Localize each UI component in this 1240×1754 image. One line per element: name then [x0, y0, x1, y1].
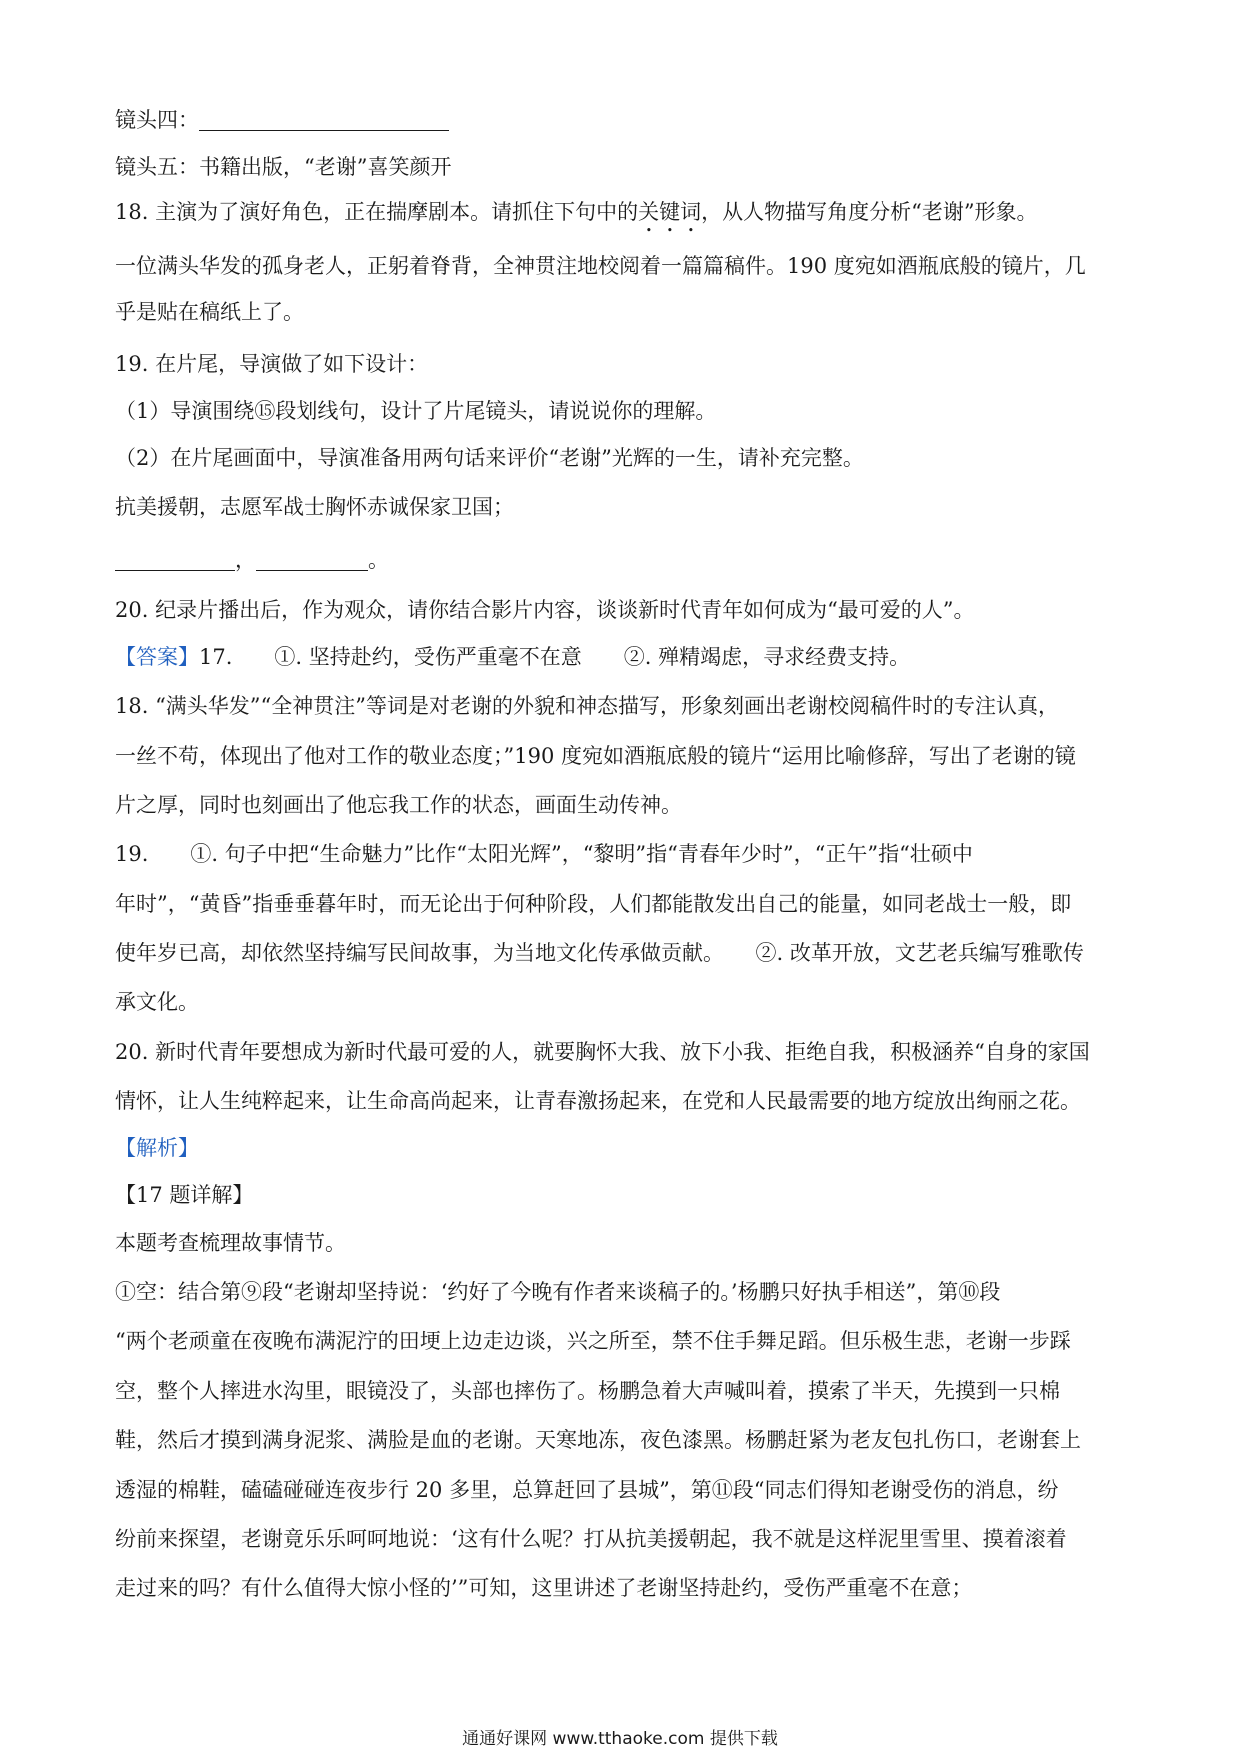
question-18	[115, 198, 1130, 237]
answer-18-line-3: 片之厚，同时也刻画出了他忘我工作的状态，画面生动传神。	[115, 793, 682, 817]
detail-17-heading: 【17 题详解】	[115, 1183, 254, 1207]
answer-20-line-2: 情怀，让人生纯粹起来，让生命高尚起来，让青春激扬起来，在党和人民最需要的地方绽放出绚丽之花。	[115, 1089, 1081, 1113]
answer-19-line-3: 使年岁已高，却依然坚持编写民间故事，为当地文化传承做贡献。 ②. 改革开放，文艺老兵编写雅歌传	[115, 941, 1084, 965]
detail-17-line-6: 纷前来探望，老谢竟乐乐呵呵地说：‘这有什么呢？打从抗美援朝起，我不就是这样泥里雪里、摸着滚着	[115, 1527, 1067, 1551]
q19-part-2-line-a: 抗美援朝，志愿军战士胸怀赤诚保家卫国；	[115, 495, 514, 519]
q18-emphasis: 关键词	[638, 200, 702, 224]
q19-part-2-blanks	[115, 546, 1130, 574]
page-footer: 通通好课网 www.tthaoke.com 提供下载	[462, 1729, 778, 1749]
q18-quote-line-1: 一位满头华发的孤身老人，正躬着脊背，全神贯注地校阅着一篇篇稿件。190 度宛如酒瓶底般的镜片，几	[115, 254, 1086, 278]
question-20: 20. 纪录片播出后，作为观众，请你结合影片内容，谈谈新时代青年如何成为“最可爱的人”。	[115, 598, 975, 622]
shot4-blank	[199, 108, 449, 131]
q19-blank-end: 。	[368, 548, 389, 572]
q18-text-a: 18. 主演为了演好角色，正在揣摩剧本。请抓住下句中的	[115, 200, 639, 224]
answer-19-line-4: 承文化。	[115, 990, 199, 1014]
answer-17	[115, 643, 1130, 671]
q19-part-1: （1）导演围绕⑮段划线句，设计了片尾镜头，请说说你的理解。	[115, 399, 717, 423]
answer-18-line-2: 一丝不苟，体现出了他对工作的敬业态度；”190 度宛如酒瓶底般的镜片“运用比喻修辞，写出了老谢的镜	[115, 744, 1076, 768]
q19-blank-1	[115, 548, 235, 571]
detail-17-line-5: 透湿的棉鞋，磕磕碰碰连夜步行 20 多里，总算赶回了县城”，第⑪段“同志们得知老谢受伤的消息，纷	[115, 1478, 1059, 1502]
detail-17-line-7: 走过来的吗？有什么值得大惊小怪的’”可知，这里讲述了老谢坚持赴约，受伤严重毫不在意；	[115, 1576, 973, 1600]
detail-17-line-1: ①空：结合第⑨段“老谢却坚持说：‘约好了今晚有作者来谈稿子的。’杨鹏只好执手相送”，第⑩段	[115, 1280, 1001, 1304]
answer-17-text: 17. ①. 坚持赴约，受伤严重毫不在意 ②. 殚精竭虑，寻求经费支持。	[199, 645, 911, 669]
shot5-line: 镜头五：书籍出版，“老谢”喜笑颜开	[115, 155, 452, 179]
q18-text-b: ，从人物描写角度分析“老谢”形象。	[701, 200, 1038, 224]
answer-19-line-1: 19. ①. 句子中把“生命魅力”比作“太阳光辉”，“黎明”指“青春年少时”，“正午”指“壮硕中	[115, 842, 973, 866]
shot4-label: 镜头四：	[115, 108, 199, 132]
shot4-line	[115, 106, 1130, 134]
analysis-tag: 【解析】	[115, 1136, 199, 1160]
q19-part-2: （2）在片尾画面中，导演准备用两句话来评价“老谢”光辉的一生，请补充完整。	[115, 446, 864, 470]
answer-19-line-2: 年时”，“黄昏”指垂垂暮年时，而无论出于何种阶段，人们都能散发出自己的能量，如同老战士一般，即	[115, 892, 1072, 916]
detail-17-intro: 本题考查梳理故事情节。	[115, 1231, 346, 1255]
answer-tag: 【答案】	[115, 645, 199, 669]
q19-blank-sep: ，	[235, 548, 256, 572]
detail-17-line-4: 鞋，然后才摸到满身泥浆、满脸是血的老谢。天寒地冻，夜色漆黑。杨鹏赶紧为老友包扎伤口，老谢套上	[115, 1428, 1081, 1452]
question-19: 19. 在片尾，导演做了如下设计：	[115, 352, 429, 376]
detail-17-line-2: “两个老顽童在夜晚布满泥泞的田埂上边走边谈，兴之所至，禁不住手舞足蹈。但乐极生悲，老谢一步踩	[115, 1329, 1071, 1353]
answer-18-line-1: 18. “满头华发”“全神贯注”等词是对老谢的外貌和神态描写，形象刻画出老谢校阅稿件时的专注认真，	[115, 694, 1060, 718]
answer-20-line-1: 20. 新时代青年要想成为新时代最可爱的人，就要胸怀大我、放下小我、拒绝自我，积极涵养“自身的家国	[115, 1040, 1090, 1064]
q19-blank-2	[256, 548, 368, 571]
detail-17-line-3: 空，整个人摔进水沟里，眼镜没了，头部也摔伤了。杨鹏急着大声喊叫着，摸索了半天，先摸到一只棉	[115, 1379, 1060, 1403]
q18-quote-line-2: 乎是贴在稿纸上了。	[115, 300, 304, 324]
